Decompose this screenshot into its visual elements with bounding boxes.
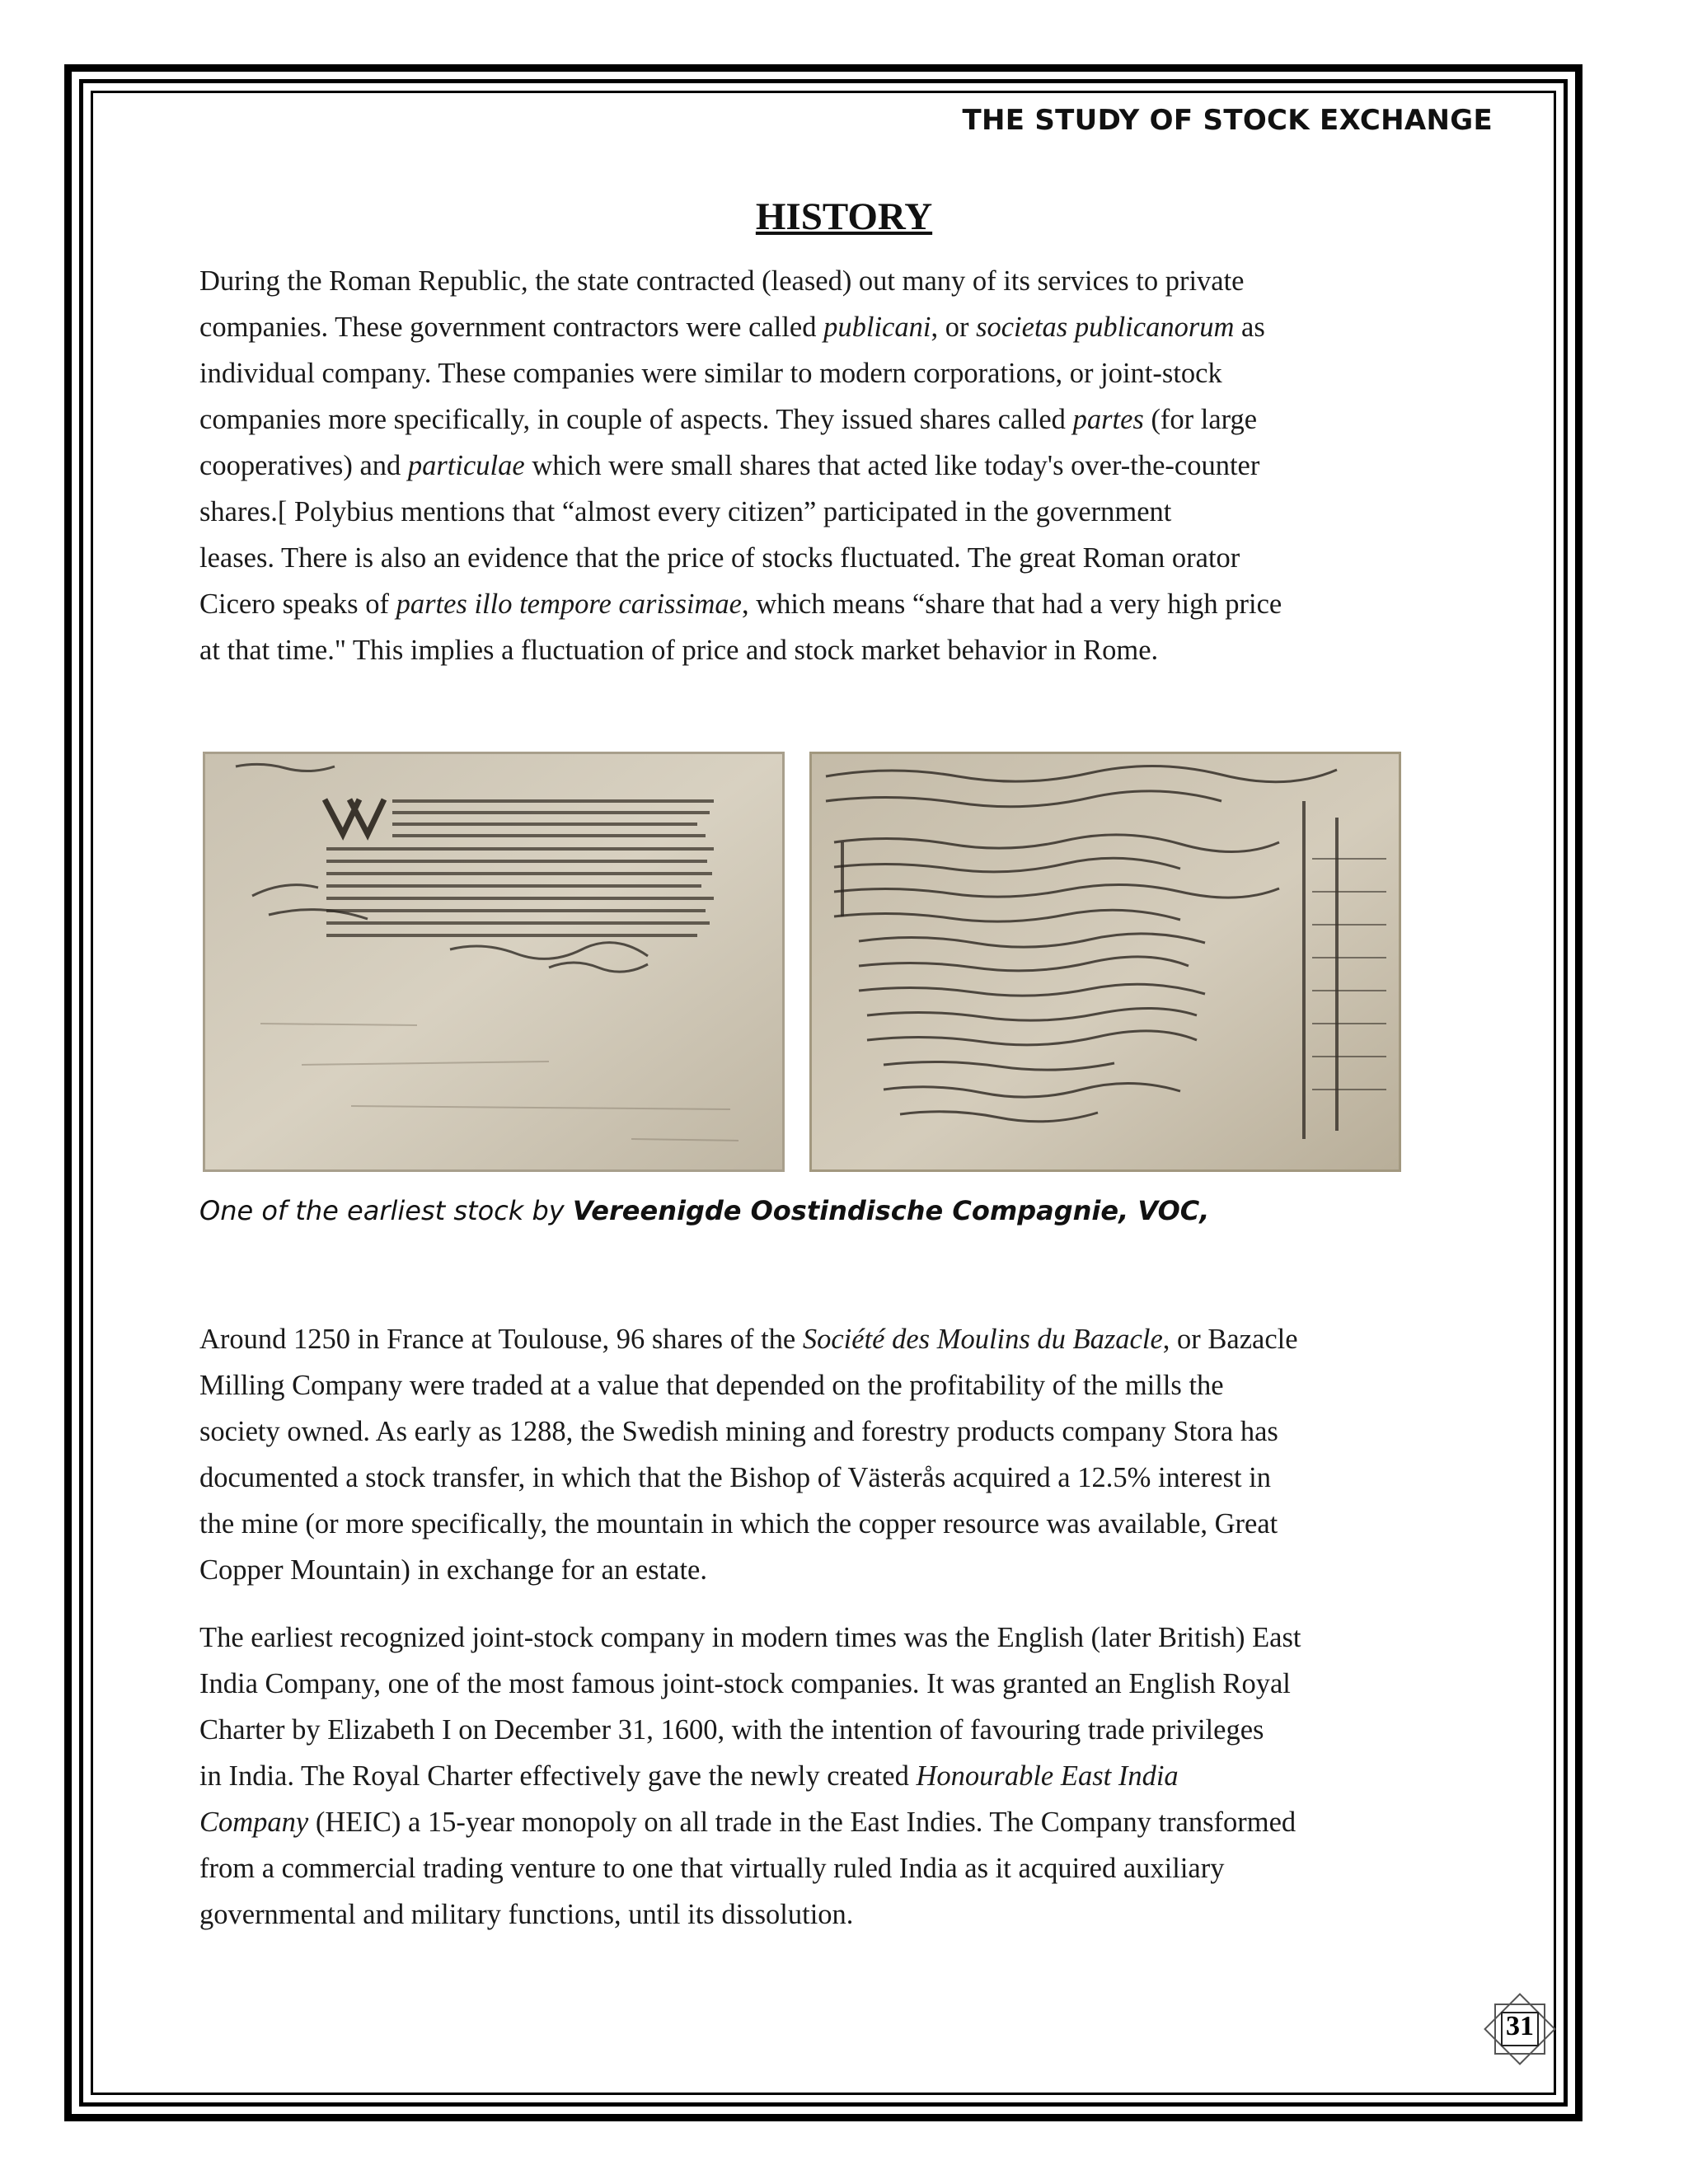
- italic-term: societas publicanorum: [976, 312, 1235, 343]
- italic-term: partes: [1072, 404, 1144, 435]
- section-title: HISTORY: [755, 195, 933, 238]
- text-line: society owned. As early as 1288, the Swedish mining and forestry products company Stora has: [199, 1416, 1278, 1447]
- text-line: companies more specifically, in couple of aspects. They issued shares called partes (for large: [199, 404, 1258, 435]
- text-line: India Company, one of the most famous joint-stock companies. It was granted an English Royal: [199, 1668, 1291, 1699]
- text-line: During the Roman Republic, the state contracted (leased) out many of its services to private: [199, 265, 1245, 297]
- italic-term: partes illo tempore carissimae: [396, 588, 742, 620]
- text-line: Charter by Elizabeth I on December 31, 1600, with the intention of favouring trade privileges: [199, 1714, 1264, 1746]
- text-line: companies. These government contractors were called publicani, or societas publicanorum as: [199, 312, 1265, 343]
- text-line: individual company. These companies were similar to modern corporations, or joint-stock: [199, 358, 1222, 389]
- italic-term: Company: [199, 1807, 309, 1838]
- italic-term: Honourable East India: [916, 1760, 1179, 1792]
- text-line: Cicero speaks of partes illo tempore carissimae, which means “share that had a very high price: [199, 588, 1282, 620]
- figure-caption: One of the earliest stock by Vereenigde Oostindische Compagnie, VOC,: [199, 1195, 1210, 1226]
- text-line: Around 1250 in France at Toulouse, 96 shares of the Société des Moulins du Bazacle, or Bazacle: [199, 1324, 1298, 1355]
- text-line: Company (HEIC) a 15-year monopoly on all trade in the East Indies. The Company transformed: [199, 1807, 1296, 1838]
- caption-company-name: Vereenigde Oostindische Compagnie: [572, 1195, 1119, 1226]
- text-line: the mine (or more specifically, the mountain in which the copper resource was available, Great: [199, 1508, 1278, 1540]
- text-line: leases. There is also an evidence that the price of stocks fluctuated. The great Roman orator: [199, 542, 1240, 574]
- page-number: 31: [1506, 2011, 1534, 2041]
- voc-ledger-document-image: [809, 752, 1401, 1172]
- text-line: cooperatives) and particulae which were small shares that acted like today's over-the-counter: [199, 450, 1260, 481]
- voc-share-document-image: [203, 752, 785, 1172]
- text-line: documented a stock transfer, in which that the Bishop of Västerås acquired a 12.5% interest in: [199, 1462, 1271, 1493]
- text-line: shares.[ Polybius mentions that “almost every citizen” participated in the government: [199, 496, 1172, 527]
- italic-term: particulae: [407, 450, 525, 481]
- text-line: The earliest recognized joint-stock company in modern times was the English (later British) East: [199, 1622, 1301, 1653]
- italic-term: Société des Moulins du Bazacle: [802, 1324, 1163, 1355]
- text-line: at that time." This implies a fluctuation of price and stock market behavior in Rome.: [199, 635, 1159, 666]
- text-line: in India. The Royal Charter effectively gave the newly created Honourable East India: [199, 1760, 1179, 1792]
- text-line: governmental and military functions, until its dissolution.: [199, 1899, 854, 1930]
- italic-term: publicani: [823, 312, 931, 343]
- running-header: THE STUDY OF STOCK EXCHANGE: [962, 104, 1493, 137]
- text-line: Copper Mountain) in exchange for an estate.: [199, 1554, 707, 1586]
- text-line: from a commercial trading venture to one that virtually ruled India as it acquired auxiliary: [199, 1853, 1225, 1884]
- text-line: Milling Company were traded at a value that depended on the profitability of the mills the: [199, 1370, 1224, 1401]
